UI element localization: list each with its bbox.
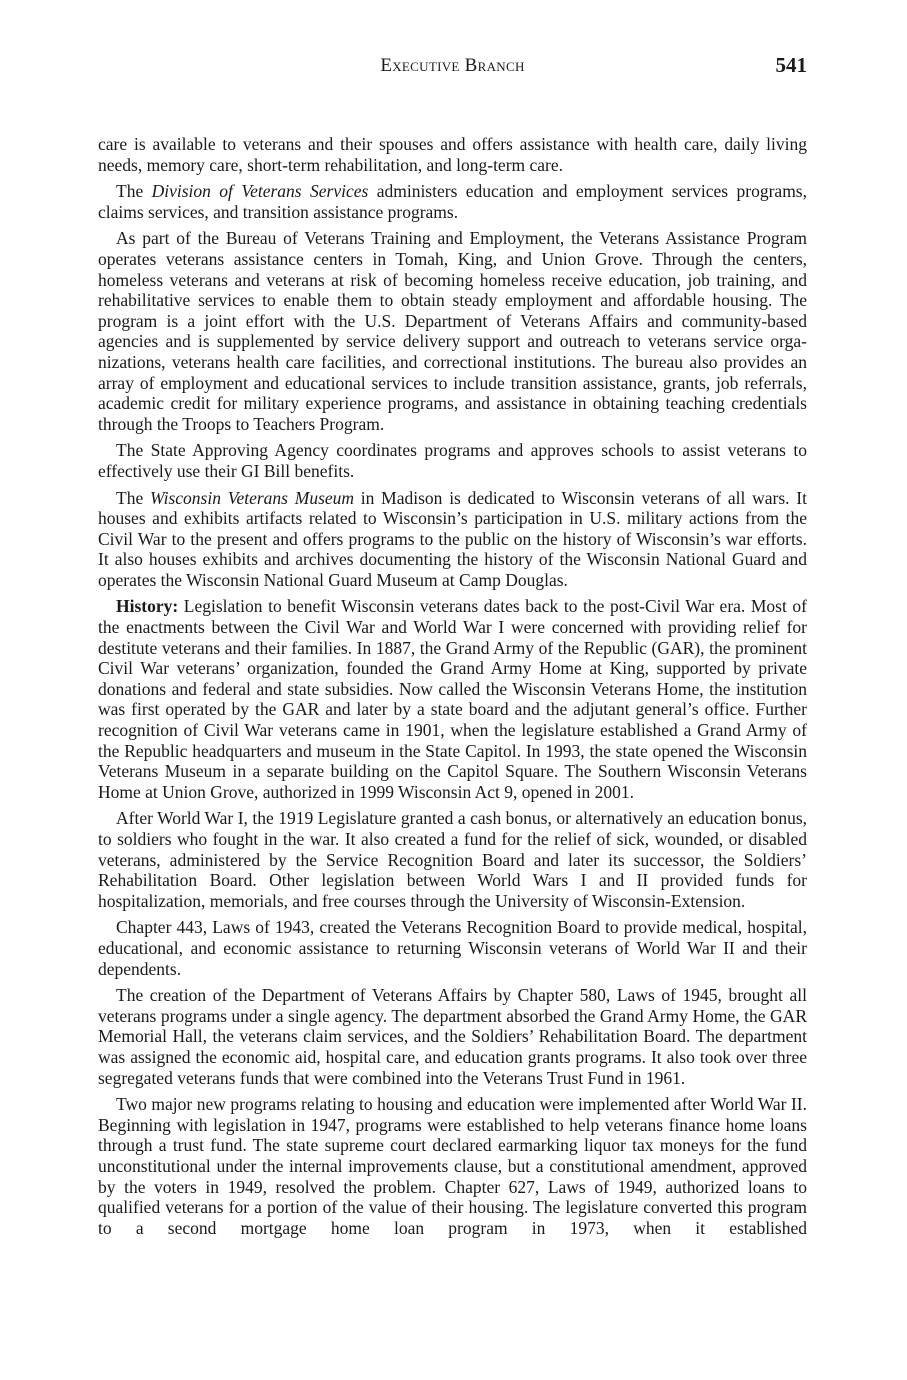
paragraph bbox=[98, 1094, 807, 1238]
paragraph bbox=[98, 488, 807, 591]
paragraph-text: The bbox=[116, 487, 150, 508]
body-text bbox=[98, 134, 807, 1244]
division-name: Division of Veterans Services bbox=[151, 181, 369, 202]
section-title: Executive Branch bbox=[380, 55, 525, 76]
paragraph-text: Two major new programs relating to housing and education were implemented after World War II. Beginning with legislation in 1947, programs were established to help veterans finance home loans through a trust fund. The state supreme court declared earmarking liquor tax moneys for the fund unconstitutional under the internal improvements clause, but a constitutional amendment, approved by the voters in 1949, resolved the problem. Chapter 627, Laws of 1949, authorized loans to qualified veterans for a portion of the value of their housing. The legislature converted this program to a second mortgage home loan program in 1973, when it established bbox=[98, 1094, 807, 1238]
paragraph-text: Chapter 443, Laws of 1943, created the Veterans Recognition Board to provide medical, hospital, educational, and economic assistance to returning Wisconsin veterans of World War II and their dependents. bbox=[98, 917, 807, 979]
paragraph-text: care is available to veterans and their spouses and offers assistance with health care, daily living needs, memory care, short-term rehabilitation, and long-term care. bbox=[98, 134, 807, 175]
paragraph-text: The State Approving Agency coordinates programs and approves schools to assist veterans to effectively use their GI Bill benefits. bbox=[98, 440, 807, 481]
paragraph bbox=[98, 181, 807, 222]
paragraph-text: The creation of the Department of Veterans Affairs by Chapter 580, Laws of 1945, brought all veterans programs under a single agency. The department absorbed the Grand Army Home, the GAR Memorial Hall, the veterans claim services, and the Soldiers’ Rehabilitation Board. The department was assigned the economic aid, hospital care, and education grants programs. It also took over three segregated veterans funds that were combined into the Veterans Trust Fund in 1961. bbox=[98, 985, 807, 1088]
paragraph bbox=[98, 808, 807, 911]
paragraph-text: As part of the Bureau of Veterans Training and Employment, the Veterans Assistance Program operates veterans assistance centers in Tomah, King, and Union Grove. Through the centers, homeless veterans and veterans at risk of becoming homeless receive education, job training, and rehabilitative services to enable them to obtain steady employment and affordable housing. The program is a joint effort with the U.S. Department of Veterans Affairs and community-based agencies and is supplemented by service delivery support and outreach to veterans service organizations, veterans health care facilities, and correctional institutions. The bureau also provides an array of employment and educational services to include transition assistance, grants, job referrals, academic credit for military experience programs, and assistance in obtaining teaching credentials through the Troops to Teachers Program. bbox=[98, 228, 807, 434]
paragraph-text: in Madison is dedicated to Wisconsin veterans of all wars. It houses and exhibits artifacts related to Wisconsin’s participation in U.S. military actions from the Civil War to the present and offers programs to the public on the history of Wisconsin’s war efforts. It also houses exhibits and archives documenting the history of the Wisconsin National Guard and operates the Wisconsin National Guard Museum at Camp Douglas. bbox=[98, 487, 807, 590]
history-heading: History: bbox=[116, 596, 179, 617]
running-header bbox=[98, 55, 807, 81]
paragraph-text: Legislation to benefit Wisconsin veterans dates back to the post-Civil War era. Most of the enactments between the Civil War and World War I were concerned with providing relief for destitute veterans and their families. In 1887, the Grand Army of the Republic (GAR), the prominent Civil War veterans’ organization, founded the Grand Army Home at King, supported by private donations and federal and state subsidies. Now called the Wisconsin Veterans Home, the institution was first operated by the GAR and later by a state board and the adjutant general’s office. Further recognition of Civil War veterans came in 1901, when the legislature established a Grand Army of the Republic headquarters and museum in the State Capitol. In 1993, the state opened the Wisconsin Veterans Museum in a separate building on the Capitol Square. The Southern Wisconsin Veterans Home at Union Grove, authorized in 1999 Wisconsin Act 9, opened in 2001. bbox=[98, 596, 807, 802]
page-number: 541 bbox=[775, 53, 807, 77]
paragraph-text: administers education and employment services programs, claims services, and transition assistance programs. bbox=[98, 181, 807, 222]
paragraph-text: After World War I, the 1919 Legislature granted a cash bonus, or alternatively an education bonus, to soldiers who fought in the war. It also created a fund for the relief of sick, wounded, or disabled veterans, administered by the Service Recognition Board and later its successor, the Soldiers’ Rehabilitation Board. Other legislation between World Wars I and II provided funds for hospitalization, memorials, and free courses through the University of Wisconsin-Extension. bbox=[98, 808, 807, 911]
paragraph bbox=[98, 228, 807, 434]
paragraph bbox=[98, 985, 807, 1088]
museum-name: Wisconsin Veterans Museum bbox=[149, 487, 355, 508]
paragraph bbox=[98, 596, 807, 802]
paragraph bbox=[98, 917, 807, 979]
paragraph bbox=[98, 134, 807, 175]
paragraph bbox=[98, 440, 807, 481]
paragraph-text: The bbox=[116, 181, 152, 202]
